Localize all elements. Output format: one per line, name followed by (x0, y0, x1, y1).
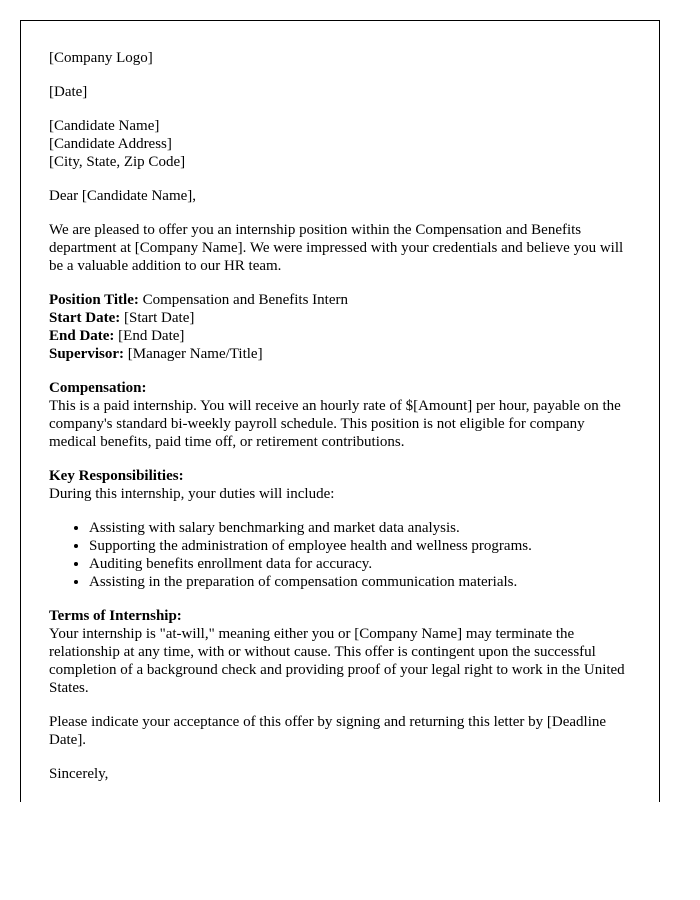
position-details (49, 291, 631, 363)
recipient-address-block (49, 117, 631, 171)
detail-label: Supervisor: (49, 346, 124, 362)
detail-supervisor (49, 345, 631, 363)
terms-section (49, 607, 631, 697)
detail-label: End Date: (49, 328, 115, 344)
detail-position-title (49, 291, 631, 309)
list-item: • Assisting in the preparation of compensation communication materials. (89, 573, 631, 591)
company-logo-placeholder: [Company Logo] (49, 50, 153, 66)
detail-label: Position Title: (49, 292, 139, 308)
date-placeholder: [Date] (49, 84, 88, 100)
detail-value: [Manager Name/Title] (124, 346, 263, 362)
compensation-text: This is a paid internship. You will receive an hourly rate of $[Amount] per hour, payable on the company's standard bi-weekly payroll schedule. This position is not eligible for company medical benefits, paid time off, or retirement contributions. (49, 398, 621, 450)
closing: Sincerely, (49, 766, 109, 782)
compensation-heading: Compensation: (49, 380, 147, 396)
letter-content (21, 21, 659, 783)
recipient-name: [Candidate Name] (49, 118, 160, 134)
list-item: • Assisting with salary benchmarking and market data analysis. (89, 519, 631, 537)
responsibilities-section (49, 467, 631, 591)
detail-value: [Start Date] (120, 310, 195, 326)
acceptance-paragraph: Please indicate your acceptance of this offer by signing and returning this letter by [Deadline Date]. (49, 714, 607, 748)
responsibilities-heading: Key Responsibilities: (49, 468, 184, 484)
detail-end-date (49, 327, 631, 345)
detail-label: Start Date: (49, 310, 121, 326)
terms-heading: Terms of Internship: (49, 608, 182, 624)
detail-start-date (49, 309, 631, 327)
list-item: • Supporting the administration of employee health and wellness programs. (89, 537, 631, 555)
detail-value: [End Date] (114, 328, 185, 344)
recipient-address: [Candidate Address] (49, 136, 172, 152)
responsibilities-intro: During this internship, your duties will include: (49, 486, 335, 502)
letter-page (20, 20, 660, 802)
compensation-section (49, 379, 631, 451)
recipient-city-state-zip: [City, State, Zip Code] (49, 154, 186, 170)
salutation: Dear [Candidate Name], (49, 188, 197, 204)
intro-paragraph: We are pleased to offer you an internship position within the Compensation and Benefits department at [Company Name]. We were impressed with your credentials and believe you will be a valuable addition to our HR team. (49, 222, 624, 274)
detail-value: Compensation and Benefits Intern (138, 292, 348, 308)
list-item: • Auditing benefits enrollment data for accuracy. (89, 555, 631, 573)
terms-text: Your internship is "at-will," meaning either you or [Company Name] may terminate the relationship at any time, with or without cause. This offer is contingent upon the successful completion of a background check and providing proof of your legal right to work in the United States. (49, 626, 625, 696)
responsibilities-list (49, 519, 631, 591)
